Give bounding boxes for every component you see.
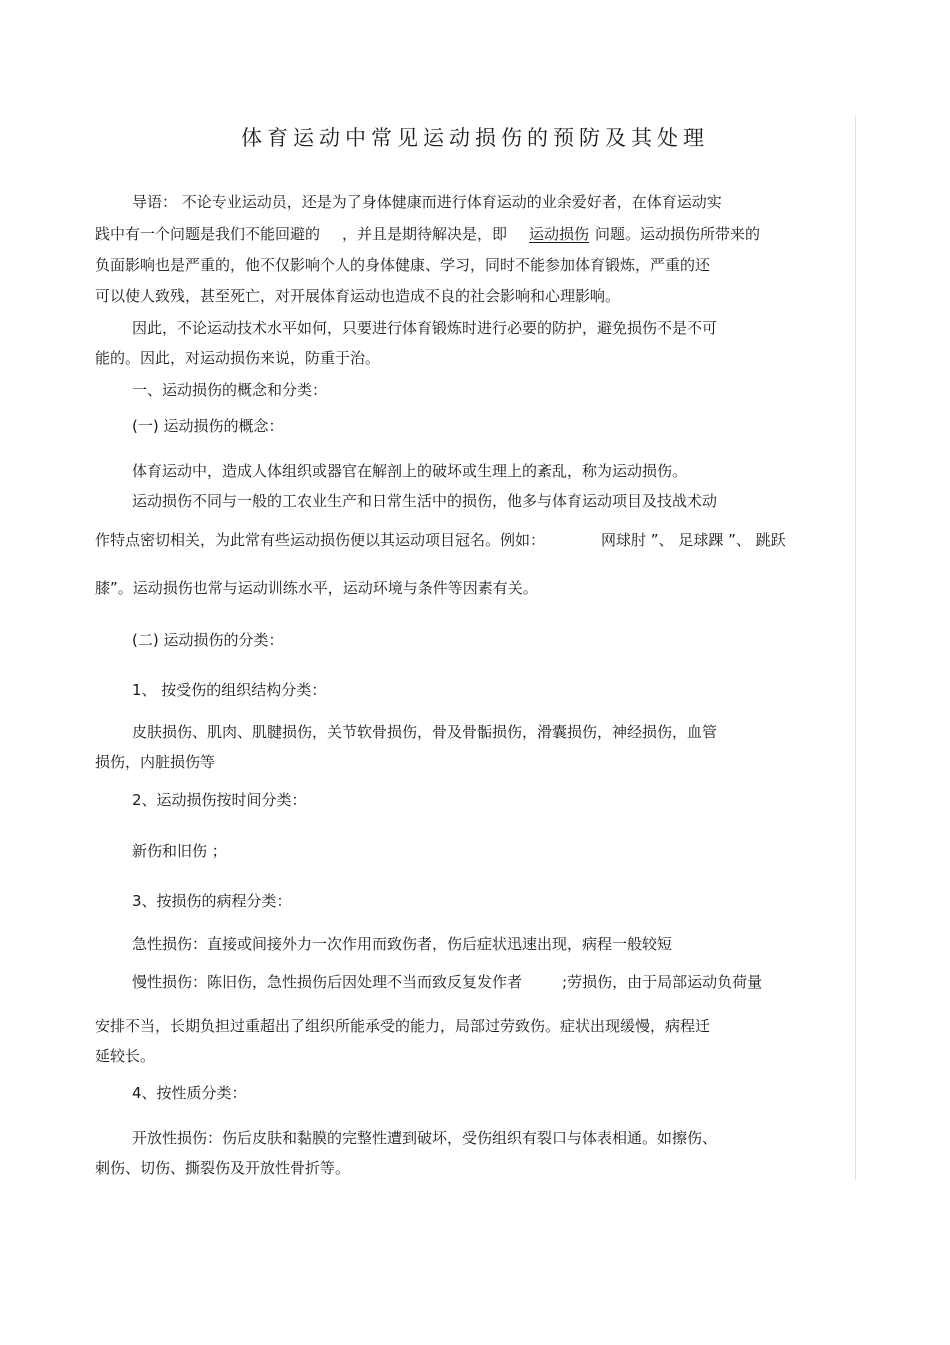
class3-chronic-line-1-part-b: ;劳损伤，由于局部运动负荷量 bbox=[562, 973, 763, 991]
intro-line-2-part-c: 问题。运动损伤所带来的 bbox=[595, 225, 761, 243]
class1-line-1: 皮肤损伤、肌肉、肌腱损伤，关节软骨损伤，骨及骨骺损伤，滑囊损伤，神经损伤，血管 bbox=[132, 723, 718, 741]
explain-line-2 bbox=[95, 530, 786, 550]
intro-line-4: 可以使人致残，甚至死亡，对开展体育运动也造成不良的社会影响和心理影响。 bbox=[95, 287, 621, 305]
explain-line-2-part-a: 作特点密切相关，为此常有些运动损伤便以其运动项目冠名。例如： bbox=[95, 531, 546, 549]
intro-line-1: 导语： 不论专业运动员，还是为了身体健康而进行体育运动的业余爱好者，在体育运动实 bbox=[132, 193, 722, 211]
explain-line-1: 运动损伤不同与一般的工农业生产和日常生活中的损伤，他多与体育运动项目及技战术动 bbox=[132, 492, 718, 510]
intro-line-3: 负面影响也是严重的，他不仅影响个人的身体健康、学习，同时不能参加体育锻炼，严重的还 bbox=[95, 256, 711, 274]
class4-heading: 4、按性质分类： bbox=[132, 1084, 247, 1102]
explain-line-3: 膝”。运动损伤也常与运动训练水平，运动环境与条件等因素有关。 bbox=[95, 579, 538, 597]
section1-sub1-heading: (一) 运动损伤的概念： bbox=[132, 417, 284, 435]
section1-sub2-heading: (二) 运动损伤的分类： bbox=[132, 631, 284, 649]
document-title: 体育运动中常见运动损伤的预防及其处理 bbox=[241, 126, 709, 150]
class3-chronic-line-2: 安排不当，长期负担过重超出了组织所能承受的能力，局部过劳致伤。症状出现缓慢，病程迁 bbox=[95, 1017, 711, 1035]
para2-line-2: 能的。因此，对运动损伤来说，防重于治。 bbox=[95, 349, 381, 367]
intro-line-2 bbox=[95, 224, 760, 244]
class3-heading: 3、按损伤的病程分类： bbox=[132, 892, 292, 910]
intro-line-2-part-a: 践中有一个问题是我们不能回避的 bbox=[95, 225, 321, 243]
class3-acute: 急性损伤：直接或间接外力一次作用而致伤者，伤后症状迅速出现，病程一般较短 bbox=[132, 935, 673, 953]
definition-text: 体育运动中，造成人体组织或器官在解剖上的破坏或生理上的紊乱，称为运动损伤。 bbox=[132, 462, 688, 480]
class1-line-2: 损伤，内脏损伤等 bbox=[95, 753, 216, 771]
class1-heading: 1、 按受伤的组织结构分类： bbox=[132, 681, 327, 699]
class2-heading: 2、运动损伤按时间分类： bbox=[132, 791, 307, 809]
para2-line-1: 因此，不论运动技术水平如何，只要进行体育锻炼时进行必要的防护，避免损伤不是不可 bbox=[132, 319, 718, 337]
intro-key-term: 运动损伤 bbox=[529, 225, 590, 243]
page-edge-rule bbox=[855, 115, 856, 1180]
class3-chronic-line-3: 延较长。 bbox=[95, 1047, 156, 1065]
class2-line-1: 新伤和旧伤 ； bbox=[132, 842, 227, 860]
intro-line-2-part-b: ，并且是期待解决是，即 bbox=[342, 225, 508, 243]
class3-chronic-line-1-part-a: 慢性损伤：陈旧伤，急性损伤后因处理不当而致反复发作者 bbox=[132, 973, 523, 991]
class4-open-line-2: 刺伤、切伤、撕裂伤及开放性骨折等。 bbox=[95, 1159, 351, 1177]
explain-line-2-examples: 网球肘 ”、 足球踝 ”、 跳跃 bbox=[601, 531, 786, 549]
class3-chronic-line-1 bbox=[132, 972, 762, 992]
section1-heading: 一、运动损伤的概念和分类： bbox=[132, 381, 328, 399]
class4-open-line-1: 开放性损伤：伤后皮肤和黏膜的完整性遭到破坏，受伤组织有裂口与体表相通。如擦伤、 bbox=[132, 1129, 718, 1147]
